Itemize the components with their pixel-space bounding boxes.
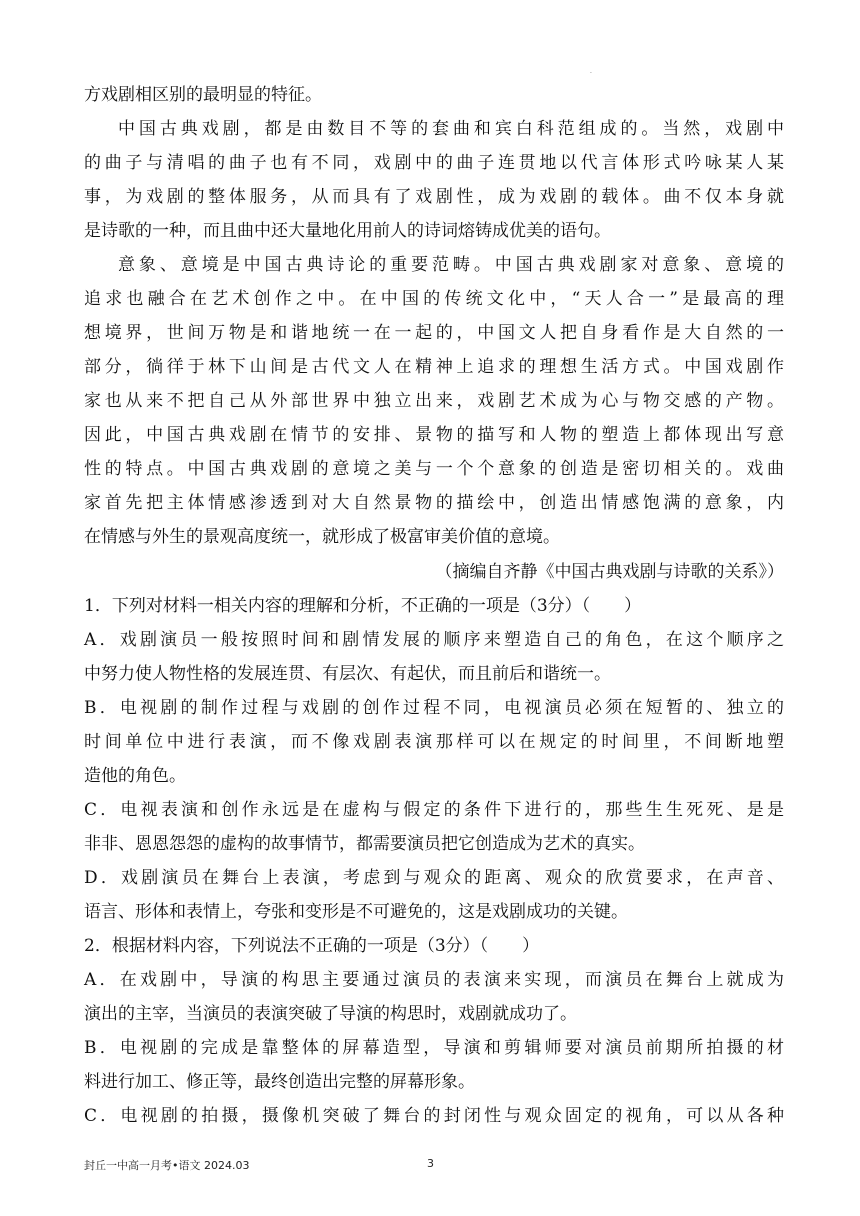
text-line: 中国古典戏剧，都是由数目不等的套曲和宾白科范组成的。当然，戏剧中: [118, 119, 784, 139]
stray-dot: ·: [590, 70, 592, 77]
text-line: 在情感与外生的景观高度统一，就形成了极富审美价值的意境。: [84, 527, 560, 547]
text-line: 事，为戏剧的整体服务，从而具有了戏剧性，成为戏剧的载体。曲不仅本身就: [84, 187, 784, 207]
question-1-option-d-cont: 语言、形体和表情上，夸张和变形是不可避免的，这是戏剧成功的关键。: [84, 902, 628, 922]
text-line: 性的特点。中国古典戏剧的意境之美与一个个意象的创造是密切相关的。戏曲: [84, 459, 784, 479]
question-1-option-a-cont: 中努力使人物性格的发展连贯、有层次、有起伏，而且前后和谐统一。: [84, 664, 611, 684]
question-2: 2．根据材料内容，下列说法不正确的一项是（3分）（ ）: [84, 936, 540, 956]
question-2-option-b: B．电视剧的完成是靠整体的屏幕造型，导演和剪辑师要对演员前期所拍摄的材: [84, 1038, 784, 1058]
footer-page-number: 3: [427, 1157, 434, 1170]
text-line: 因此，中国古典戏剧在情节的安排、景物的描写和人物的塑造上都体现出写意: [84, 425, 784, 445]
text-line: 家也从来不把自己从外部世界中独立出来，戏剧艺术成为心与物交感的产物。: [84, 391, 784, 411]
question-1-option-a: A．戏剧演员一般按照时间和剧情发展的顺序来塑造自己的角色，在这个顺序之: [84, 630, 784, 650]
text-line: 想境界，世间万物是和谐地统一在一起的，中国文人把自身看作是大自然的一: [84, 323, 784, 343]
source-citation: （摘编自齐静《中国古典戏剧与诗歌的关系》）: [435, 562, 784, 582]
question-2-option-a-cont: 演出的主宰，当演员的表演突破了导演的构思时，戏剧就成功了。: [84, 1004, 577, 1024]
question-2-option-c: C．电视剧的拍摄，摄像机突破了舞台的封闭性与观众固定的视角，可以从各种: [84, 1106, 784, 1126]
text-line: 家首先把主体情感渗透到对大自然景物的描绘中，创造出情感饱满的意象，内: [84, 493, 784, 513]
question-1-option-b: B．电视剧的制作过程与戏剧的创作过程不同，电视演员必须在短暂的、独立的: [84, 698, 784, 718]
question-1-option-b-cont: 时间单位中进行表演，而不像戏剧表演那样可以在规定的时间里，不间断地塑: [84, 732, 784, 752]
question-2-option-a: A．在戏剧中，导演的构思主要通过演员的表演来实现，而演员在舞台上就成为: [84, 970, 784, 990]
question-1-option-c: C．电视表演和创作永远是在虚构与假定的条件下进行的，那些生生死死、是是: [84, 800, 784, 820]
text-line: 方戏剧相区别的最明显的特征。: [84, 85, 322, 105]
footer-exam-title: 封丘一中高一月考•语文 2024.03: [84, 1159, 250, 1172]
text-line: 部分，徜徉于林下山间是古代文人在精神上追求的理想生活方式。中国戏剧作: [84, 357, 784, 377]
text-line: 追求也融合在艺术创作之中。在中国的传统文化中，“天人合一”是最高的理: [84, 289, 784, 309]
question-2-option-b-cont: 料进行加工、修正等，最终创造出完整的屏幕形象。: [84, 1072, 475, 1092]
question-1-option-d: D．戏剧演员在舞台上表演，考虑到与观众的距离、观众的欣赏要求，在声音、: [84, 868, 784, 888]
text-line: 是诗歌的一种，而且曲中还大量地化用前人的诗词熔铸成优美的语句。: [84, 221, 611, 241]
question-1-option-c-cont: 非非、恩恩怨怨的虚构的故事情节，都需要演员把它创造成为艺术的真实。: [84, 834, 645, 854]
text-line: 的曲子与清唱的曲子也有不同，戏剧中的曲子连贯地以代言体形式吟咏某人某: [84, 153, 784, 173]
question-1: 1．下列对材料一相关内容的理解和分析，不正确的一项是（3分）（ ）: [84, 596, 642, 616]
text-line: 意象、意境是中国古典诗论的重要范畴。中国古典戏剧家对意象、意境的: [118, 255, 784, 275]
question-1-option-b-cont: 造他的角色。: [84, 766, 186, 786]
